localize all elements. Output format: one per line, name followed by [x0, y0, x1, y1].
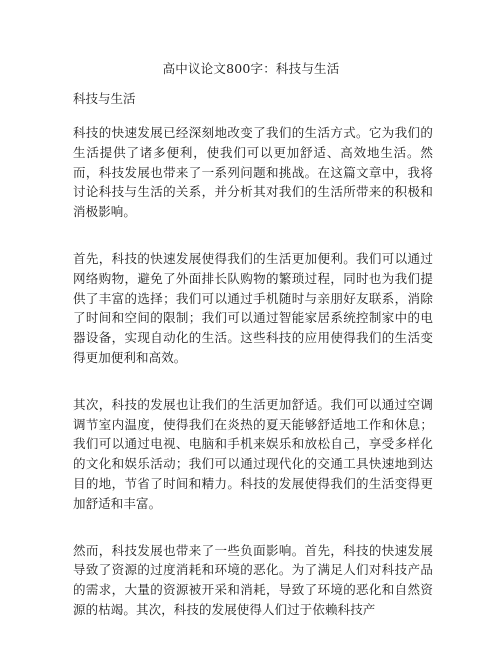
paragraph-3: 其次，科技的发展也让我们的生活更加舒适。我们可以通过空调调节室内温度，使得我们在炎热的夏天能够舒适地工作和休息；我们可以通过电视、电脑和手机来娱乐和放松自己，享受多样化的文化和娱乐活动；我们可以通过现代化的交通工具快速地到达目的地，节省了时间和精力。科技的发展使得我们的生活变得更加舒适和丰富。 [73, 396, 433, 511]
document-subtitle: 科技与生活 [73, 91, 136, 106]
paragraph-4: 然而，科技发展也带来了一些负面影响。首先，科技的快速发展导致了资源的过度消耗和环境的恶化。为了满足人们对科技产品的需求，大量的资源被开采和消耗，导致了环境的恶化和自然资源的枯竭。其次，科技的发展使得人们过于依赖科技产 [73, 542, 433, 617]
document-title: 高中议论文800字：科技与生活 [162, 61, 340, 76]
paragraph-2: 首先，科技的快速发展使得我们的生活更加便利。我们可以通过网络购物，避免了外面排长队购物的繁琐过程，同时也为我们提供了丰富的选择；我们可以通过手机随时与亲朋好友联系，消除了时间和空间的限制；我们可以通过智能家居系统控制家中的电器设备，实现自动化的生活。这些科技的应用使得我们的生活变得更加便利和高效。 [73, 250, 433, 365]
paragraph-1: 科技的快速发展已经深刻地改变了我们的生活方式。它为我们的生活提供了诸多便利，使我们可以更加舒适、高效地生活。然而，科技发展也带来了一系列问题和挑战。在这篇文章中，我将讨论科技与生活的关系，并分析其对我们的生活所带来的积极和消极影响。 [73, 125, 433, 220]
document-body [73, 123, 433, 647]
